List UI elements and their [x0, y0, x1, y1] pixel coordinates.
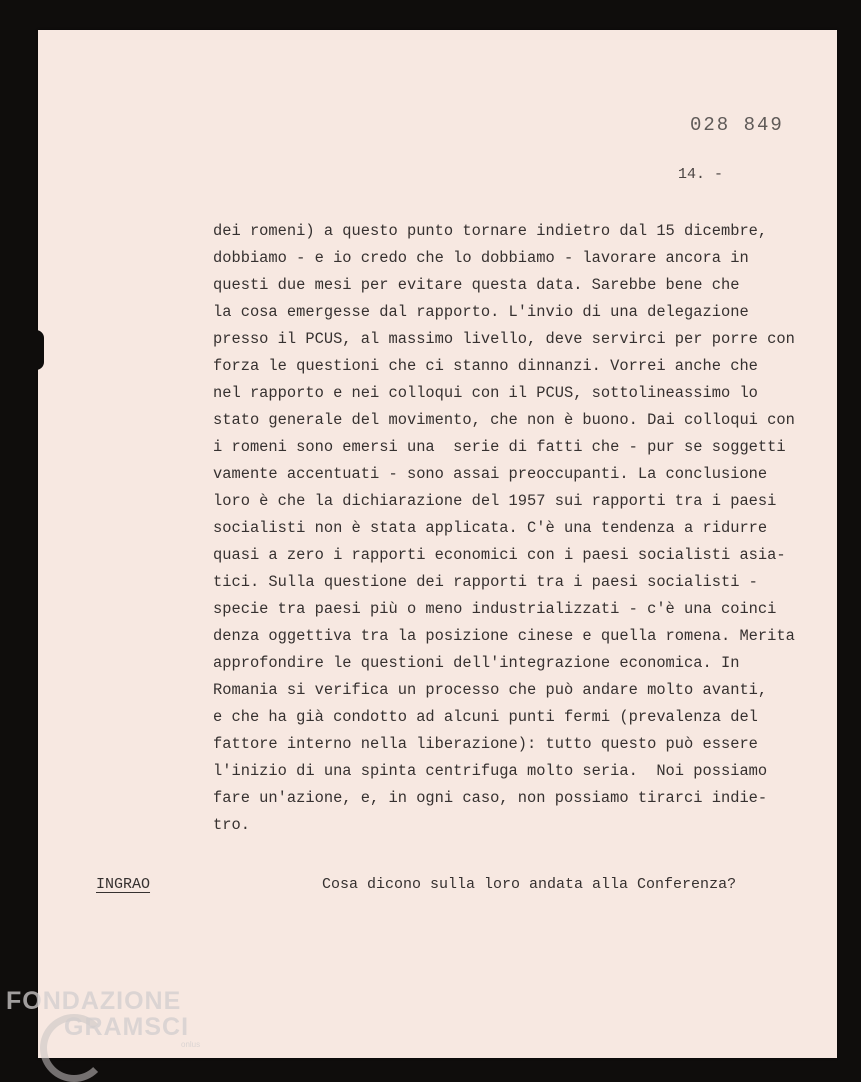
- body-line: e che ha già condotto ad alcuni punti fermi (prevalenza del: [213, 708, 758, 726]
- body-line: presso il PCUS, al massimo livello, deve servirci per porre con: [213, 330, 795, 348]
- body-line: tici. Sulla questione dei rapporti tra i paesi socialisti -: [213, 573, 758, 591]
- watermark-line1: FONDAZIONE: [6, 987, 182, 1015]
- body-line: la cosa emergesse dal rapporto. L'invio di una delegazione: [213, 303, 749, 321]
- body-text: [213, 218, 828, 839]
- body-line: denza oggettiva tra la posizione cinese e quella romena. Merita: [213, 627, 795, 645]
- body-line: questi due mesi per evitare questa data. Sarebbe bene che: [213, 276, 740, 294]
- body-line: vamente accentuati - sono assai preoccupanti. La conclusione: [213, 465, 768, 483]
- body-line: forza le questioni che ci stanno dinnanzi. Vorrei anche che: [213, 357, 758, 375]
- speaker-name: INGRAO: [96, 876, 151, 893]
- body-line: approfondire le questioni dell'integrazione economica. In: [213, 654, 740, 672]
- archive-number: 028 849: [690, 114, 784, 136]
- body-line: loro è che la dichiarazione del 1957 sui rapporti tra i paesi: [213, 492, 777, 510]
- watermark-line3: onlus: [181, 1040, 201, 1049]
- page-number: 14. -: [678, 166, 724, 183]
- body-line: quasi a zero i rapporti economici con i paesi socialisti asia-: [213, 546, 786, 564]
- body-line: fare un'azione, e, in ogni caso, non possiamo tirarci indie-: [213, 789, 768, 807]
- body-line: tro.: [213, 816, 250, 834]
- speaker-question: Cosa dicono sulla loro andata alla Conferenza?: [322, 876, 737, 893]
- body-line: socialisti non è stata applicata. C'è una tendenza a ridurre: [213, 519, 768, 537]
- watermark: [6, 988, 216, 1050]
- body-line: l'inizio di una spinta centrifuga molto seria. Noi possiamo: [213, 762, 768, 780]
- body-line: stato generale del movimento, che non è buono. Dai colloqui con: [213, 411, 795, 429]
- body-line: Romania si verifica un processo che può andare molto avanti,: [213, 681, 768, 699]
- body-line: specie tra paesi più o meno industrializzati - c'è una coinci: [213, 600, 777, 618]
- watermark-line2: GRAMSCI: [64, 1013, 190, 1041]
- body-line: nel rapporto e nei colloqui con il PCUS, sottolineassimo lo: [213, 384, 758, 402]
- body-line: i romeni sono emersi una serie di fatti che - pur se soggetti: [213, 438, 786, 456]
- body-line: dobbiamo - e io credo che lo dobbiamo - lavorare ancora in: [213, 249, 749, 267]
- body-line: dei romeni) a questo punto tornare indietro dal 15 dicembre,: [213, 222, 768, 240]
- body-line: fattore interno nella liberazione): tutto questo può essere: [213, 735, 758, 753]
